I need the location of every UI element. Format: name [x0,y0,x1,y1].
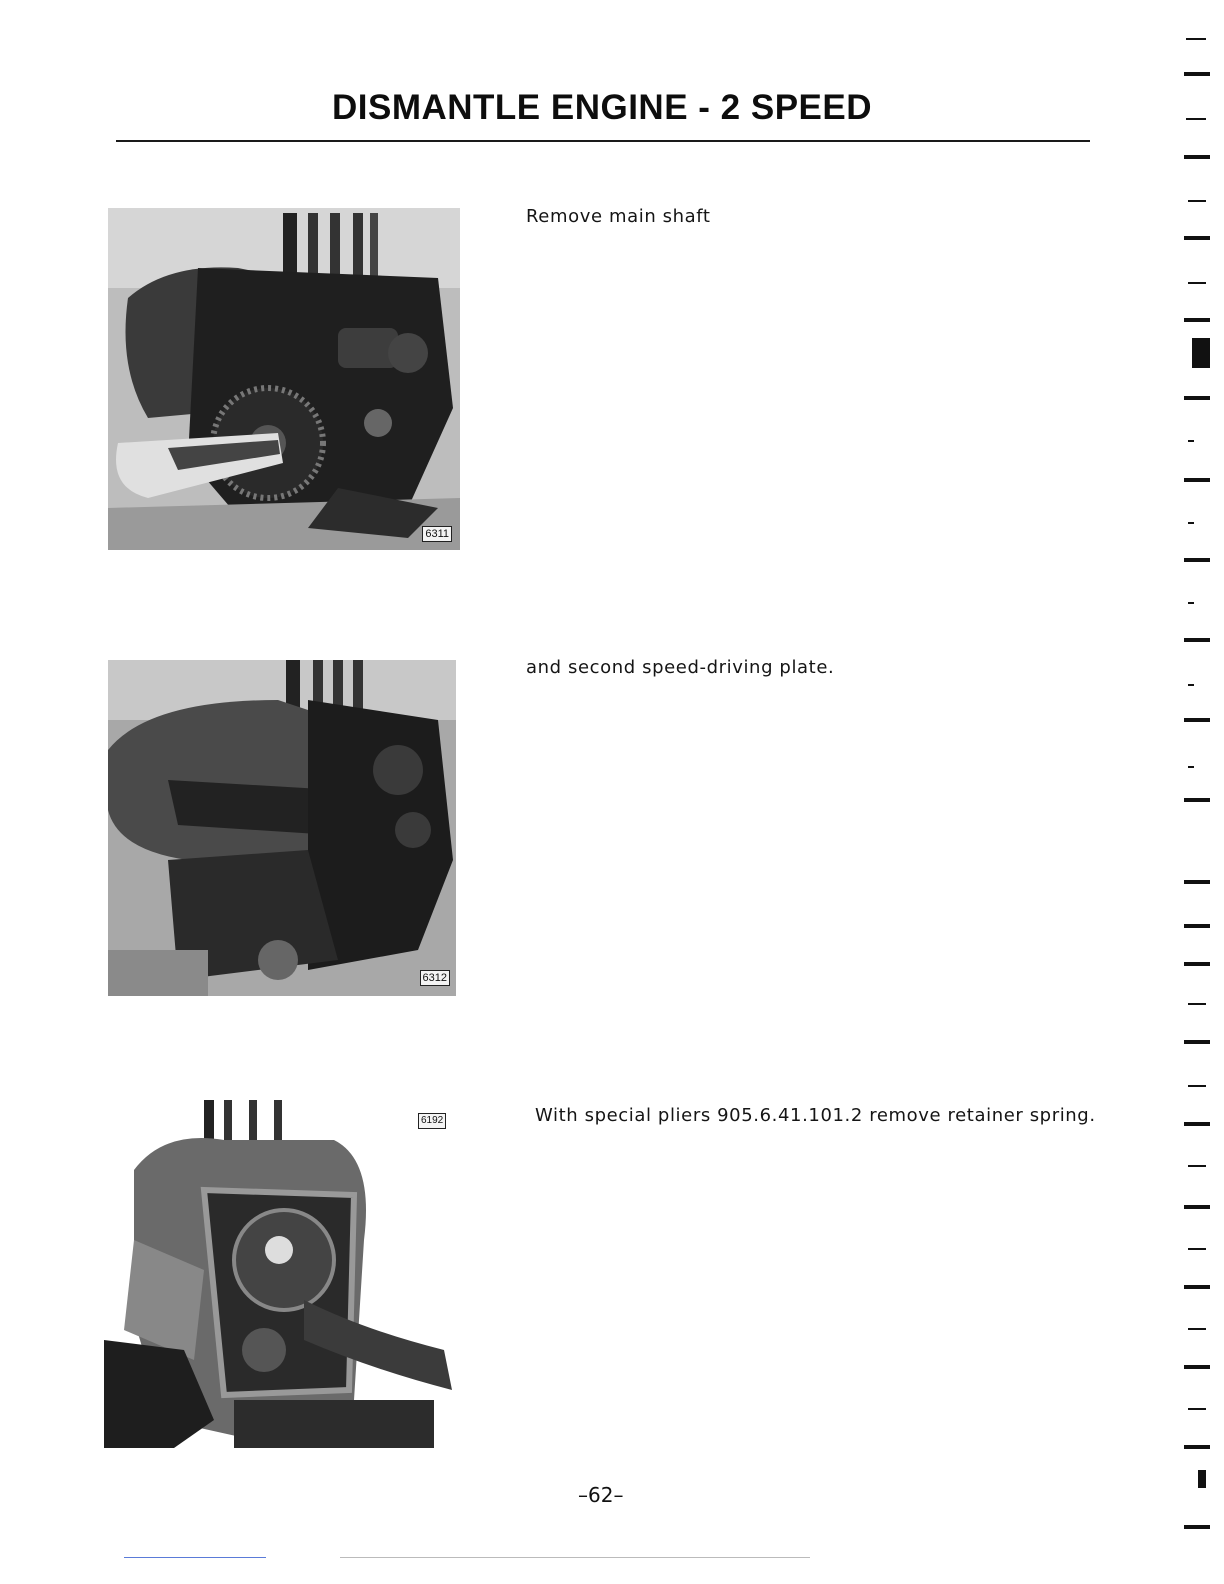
title-underline [116,140,1090,142]
photo-second-speed-driving-plate [108,660,456,996]
photo-number-label: 6311 [422,526,452,542]
caption-second-speed-driving-plate: and second speed-driving plate. [526,657,835,678]
caption-retainer-spring: With special pliers 905.6.41.101.2 remove retainer spring. [535,1105,1096,1126]
photo-retainer-spring-removal [104,1100,456,1448]
margin-marks [1174,0,1224,1584]
caption-remove-main-shaft: Remove main shaft [526,206,711,227]
bottom-blue-rule [124,1557,266,1558]
bottom-gray-rule [340,1557,810,1558]
page-title: DISMANTLE ENGINE - 2 SPEED [331,88,873,127]
photo-number-label: 6312 [420,970,450,986]
page-number: –62– [578,1483,624,1507]
photo-remove-main-shaft [108,208,460,550]
photo-number-label: 6192 [418,1113,446,1129]
